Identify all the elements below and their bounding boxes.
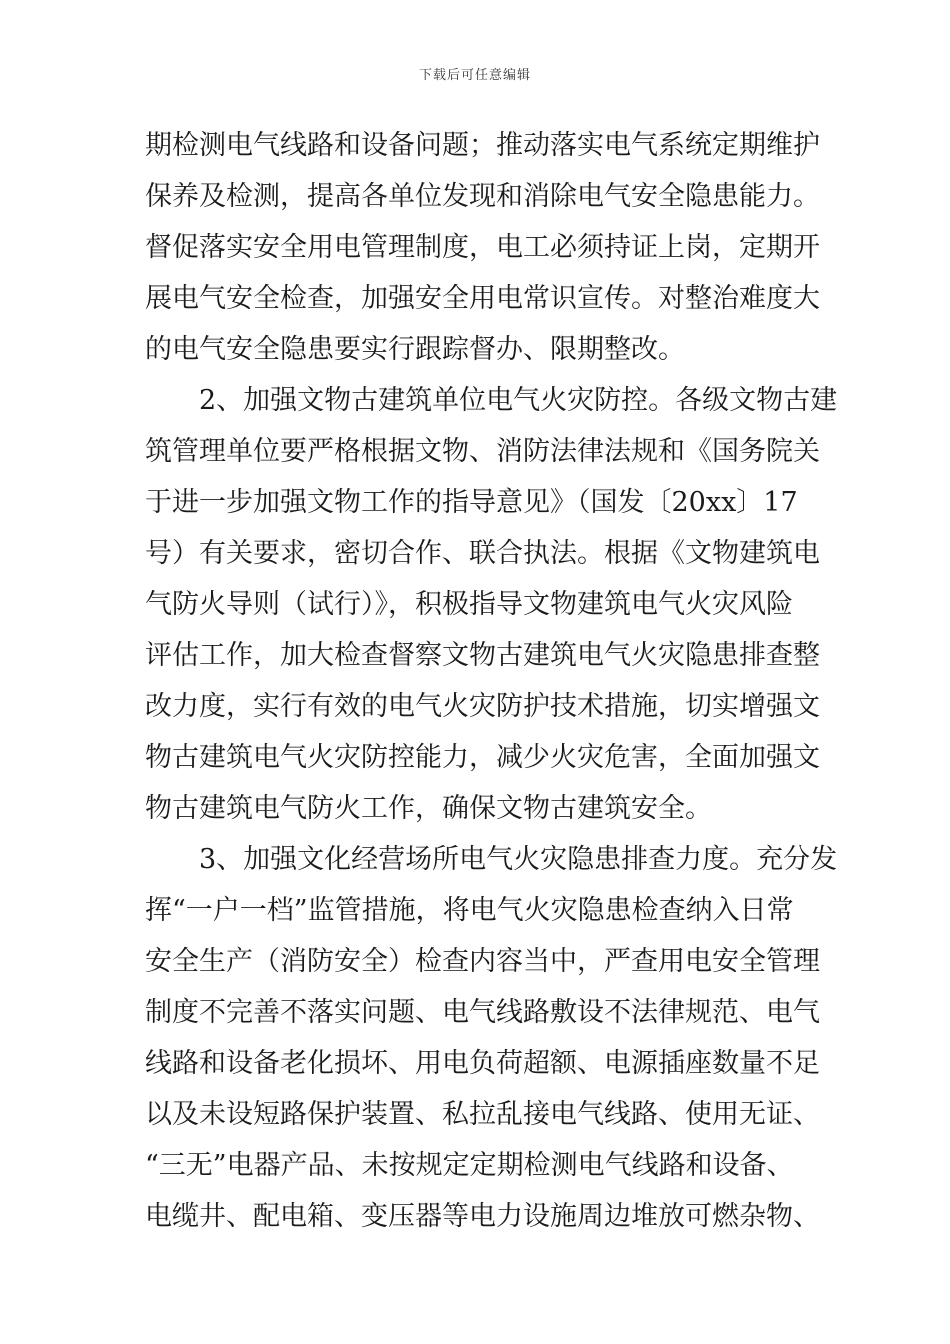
text-line: 制度不完善不落实问题、电气线路敷设不法律规范、电气 <box>145 997 820 1028</box>
text-line: 督促落实安全用电管理制度，电工必须持证上岗，定期开 <box>145 232 820 263</box>
text-line: 改力度，实行有效的电气火灾防护技术措施，切实增强文 <box>145 691 820 722</box>
text-line: 以及未设短路保护装置、私拉乱接电气线路、使用无证、 <box>145 1099 820 1130</box>
text-line: 安全生产（消防安全）检查内容当中，严查用电安全管理 <box>145 946 820 977</box>
text-line: 物古建筑电气防火工作，确保文物古建筑安全。 <box>145 793 712 824</box>
text-line: 期检测电气线路和设备问题；推动落实电气系统定期维护 <box>145 130 820 161</box>
text-line: 保养及检测，提高各单位发现和消除电气安全隐患能力。 <box>145 181 820 212</box>
document-body <box>145 120 838 1242</box>
text-line: 于进一步加强文物工作的指导意见》（国发〔20xx〕17 <box>145 487 798 518</box>
page-header: 下载后可任意编辑 <box>418 68 531 83</box>
text-line: 筑管理单位要严格根据文物、消防法律法规和《国务院关 <box>145 436 820 467</box>
text-line: 号）有关要求，密切合作、联合执法。根据《文物建筑电 <box>145 538 820 569</box>
text-line: 展电气安全检查，加强安全用电常识宣传。对整治难度大 <box>145 283 820 314</box>
text-line: 线路和设备老化损坏、用电负荷超额、电源插座数量不足 <box>145 1048 820 1079</box>
paragraph-start-line: 2、加强文物古建筑单位电气火灾防控。各级文物古建 <box>199 385 838 416</box>
text-line: 评估工作，加大检查督察文物古建筑电气火灾隐患排查整 <box>145 640 820 671</box>
text-line: 电缆井、配电箱、变压器等电力设施周边堆放可燃杂物、 <box>145 1201 820 1232</box>
text-line: 气防火导则（试行）》，积极指导文物建筑电气火灾风险 <box>145 589 793 620</box>
paragraph-start-line: 3、加强文化经营场所电气火灾隐患排查力度。充分发 <box>199 844 838 875</box>
text-line: 的电气安全隐患要实行跟踪督办、限期整改。 <box>145 334 685 365</box>
text-line: “三无”电器产品、未按规定定期检测电气线路和设备、 <box>145 1150 794 1181</box>
text-line: 挥“一户一档”监管措施，将电气火灾隐患检查纳入日常 <box>145 895 794 926</box>
text-line: 物古建筑电气火灾防控能力，减少火灾危害，全面加强文 <box>145 742 820 773</box>
